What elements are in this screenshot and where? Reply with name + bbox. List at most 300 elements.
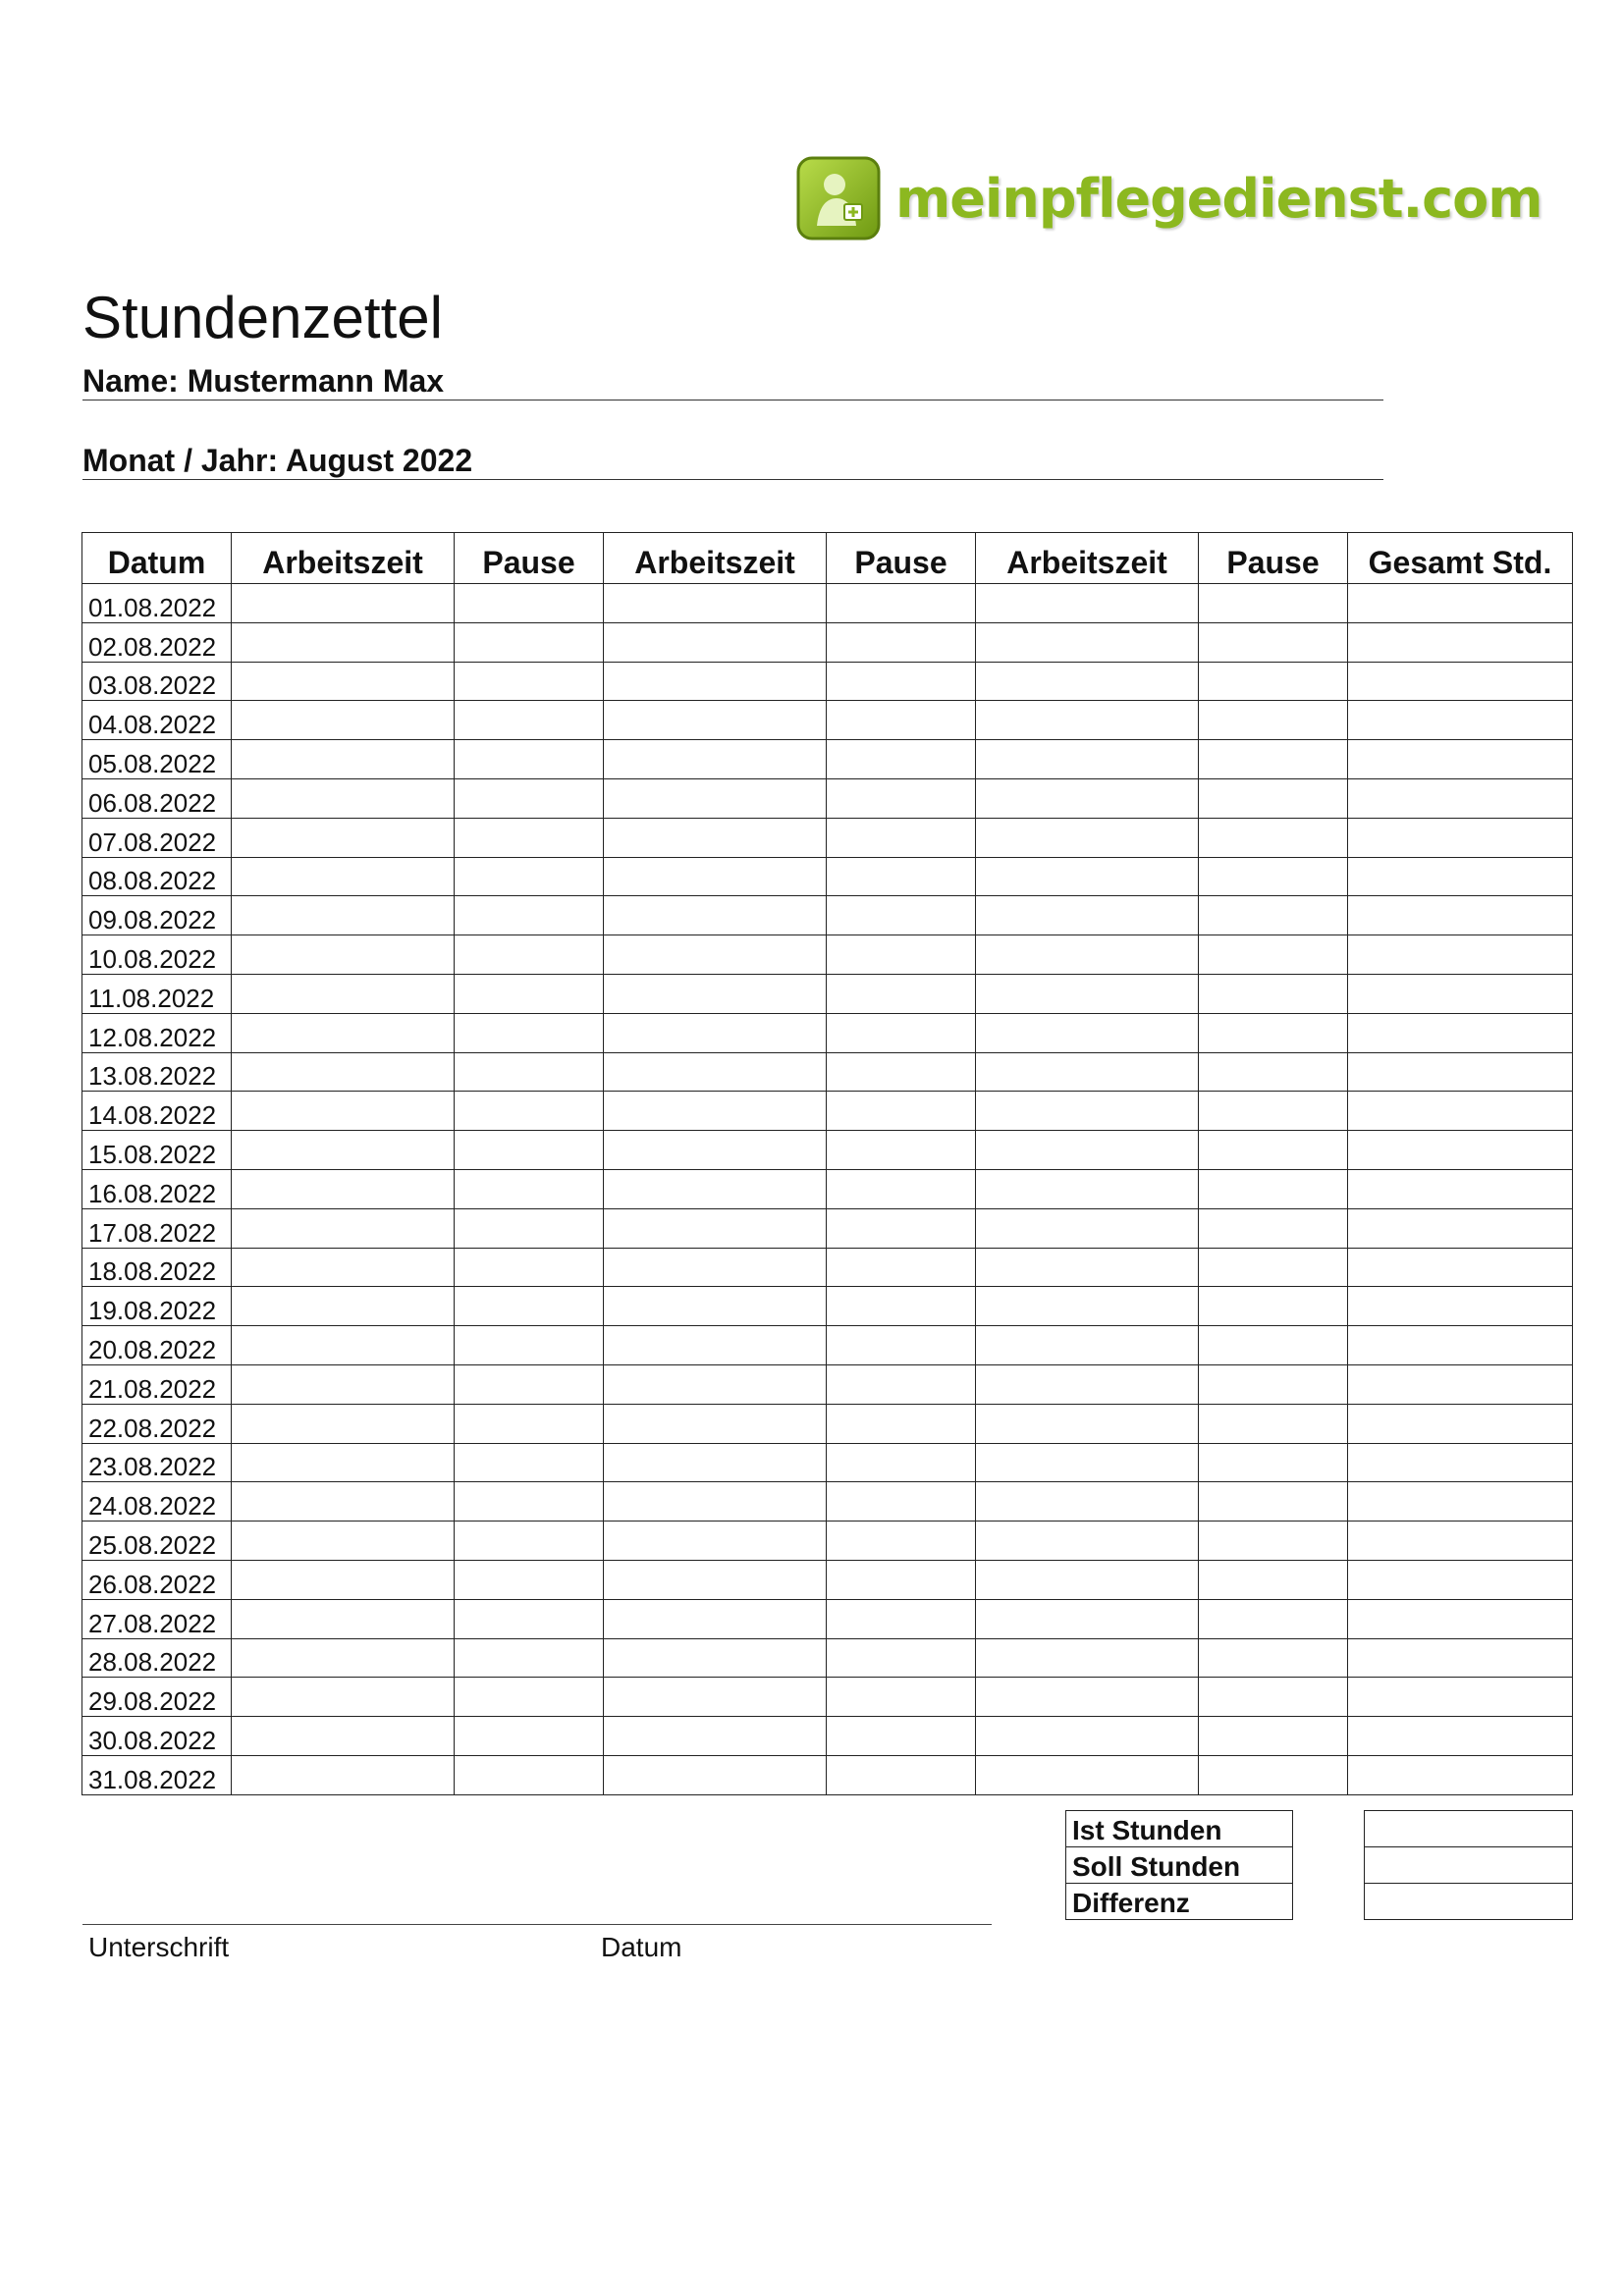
gesamt-cell[interactable] [1348, 584, 1573, 623]
pause-2-cell[interactable] [827, 1169, 976, 1208]
page-title: Stundenzettel [82, 285, 443, 351]
arbeitszeit-1-cell[interactable] [232, 1092, 455, 1131]
header-pause-1: Pause [455, 533, 604, 584]
pause-1-cell[interactable] [455, 935, 604, 975]
pause-3-cell[interactable] [1199, 1599, 1348, 1638]
arbeitszeit-3-cell[interactable] [976, 1169, 1199, 1208]
date-cell: 09.08.2022 [82, 896, 232, 935]
pause-1-cell[interactable] [455, 1092, 604, 1131]
arbeitszeit-3-cell[interactable] [976, 974, 1199, 1013]
arbeitszeit-2-cell[interactable] [604, 1599, 827, 1638]
pause-2-cell[interactable] [827, 1364, 976, 1404]
pause-1-cell[interactable] [455, 1522, 604, 1561]
pause-3-cell[interactable] [1199, 974, 1348, 1013]
pause-2-cell[interactable] [827, 1326, 976, 1365]
summary-labels [1065, 1810, 1293, 1920]
pause-3-cell[interactable] [1199, 584, 1348, 623]
pause-1-cell[interactable] [455, 1678, 604, 1717]
pause-1-cell[interactable] [455, 1013, 604, 1052]
gesamt-cell[interactable] [1348, 1013, 1573, 1052]
arbeitszeit-2-cell[interactable] [604, 662, 827, 701]
pause-3-cell[interactable] [1199, 1404, 1348, 1443]
arbeitszeit-1-cell[interactable] [232, 974, 455, 1013]
table-row [82, 1326, 1573, 1365]
arbeitszeit-1-cell[interactable] [232, 1443, 455, 1482]
pause-2-cell[interactable] [827, 1131, 976, 1170]
gesamt-cell[interactable] [1348, 818, 1573, 857]
pause-2-cell[interactable] [827, 1522, 976, 1561]
arbeitszeit-1-cell[interactable] [232, 1287, 455, 1326]
pause-1-cell[interactable] [455, 1599, 604, 1638]
arbeitszeit-3-cell[interactable] [976, 1755, 1199, 1794]
pause-3-cell[interactable] [1199, 662, 1348, 701]
arbeitszeit-3-cell[interactable] [976, 1522, 1199, 1561]
pause-2-cell[interactable] [827, 1560, 976, 1599]
pause-3-cell[interactable] [1199, 1208, 1348, 1248]
date-cell: 16.08.2022 [82, 1169, 232, 1208]
arbeitszeit-2-cell[interactable] [604, 1052, 827, 1092]
brand-logo [795, 154, 1542, 244]
date-cell: 15.08.2022 [82, 1131, 232, 1170]
pause-1-cell[interactable] [455, 818, 604, 857]
table-row [82, 740, 1573, 779]
arbeitszeit-2-cell[interactable] [604, 1755, 827, 1794]
arbeitszeit-3-cell[interactable] [976, 1287, 1199, 1326]
header-arbeitszeit-3: Arbeitszeit [976, 533, 1199, 584]
header-arbeitszeit-1: Arbeitszeit [232, 533, 455, 584]
arbeitszeit-2-cell[interactable] [604, 1678, 827, 1717]
arbeitszeit-3-cell[interactable] [976, 935, 1199, 975]
arbeitszeit-1-cell[interactable] [232, 662, 455, 701]
header-datum: Datum [82, 533, 232, 584]
date-cell: 20.08.2022 [82, 1326, 232, 1365]
arbeitszeit-3-cell[interactable] [976, 740, 1199, 779]
arbeitszeit-2-cell[interactable] [604, 1169, 827, 1208]
timesheet-table [81, 532, 1573, 1795]
gesamt-cell[interactable] [1348, 896, 1573, 935]
table-row [82, 1287, 1573, 1326]
pause-3-cell[interactable] [1199, 935, 1348, 975]
gesamt-cell[interactable] [1348, 1131, 1573, 1170]
arbeitszeit-2-cell[interactable] [604, 1326, 827, 1365]
gesamt-cell[interactable] [1348, 1404, 1573, 1443]
table-row [82, 1404, 1573, 1443]
arbeitszeit-1-cell[interactable] [232, 1755, 455, 1794]
arbeitszeit-2-cell[interactable] [604, 740, 827, 779]
pause-2-cell[interactable] [827, 1013, 976, 1052]
date-cell: 25.08.2022 [82, 1522, 232, 1561]
pause-3-cell[interactable] [1199, 1326, 1348, 1365]
arbeitszeit-3-cell[interactable] [976, 1013, 1199, 1052]
arbeitszeit-2-cell[interactable] [604, 896, 827, 935]
arbeitszeit-2-cell[interactable] [604, 1482, 827, 1522]
header-arbeitszeit-2: Arbeitszeit [604, 533, 827, 584]
arbeitszeit-1-cell[interactable] [232, 778, 455, 818]
arbeitszeit-3-cell[interactable] [976, 1638, 1199, 1678]
gesamt-cell[interactable] [1348, 1169, 1573, 1208]
pause-1-cell[interactable] [455, 1287, 604, 1326]
arbeitszeit-2-cell[interactable] [604, 1560, 827, 1599]
arbeitszeit-3-cell[interactable] [976, 1208, 1199, 1248]
table-row [82, 1638, 1573, 1678]
arbeitszeit-3-cell[interactable] [976, 778, 1199, 818]
table-row [82, 1522, 1573, 1561]
arbeitszeit-3-cell[interactable] [976, 1052, 1199, 1092]
pause-3-cell[interactable] [1199, 1638, 1348, 1678]
arbeitszeit-2-cell[interactable] [604, 622, 827, 662]
arbeitszeit-3-cell[interactable] [976, 896, 1199, 935]
arbeitszeit-1-cell[interactable] [232, 1404, 455, 1443]
pause-2-cell[interactable] [827, 701, 976, 740]
pause-3-cell[interactable] [1199, 1364, 1348, 1404]
date-cell: 31.08.2022 [82, 1755, 232, 1794]
arbeitszeit-1-cell[interactable] [232, 1052, 455, 1092]
pause-2-cell[interactable] [827, 1052, 976, 1092]
arbeitszeit-3-cell[interactable] [976, 1364, 1199, 1404]
table-row [82, 1755, 1573, 1794]
arbeitszeit-3-cell[interactable] [976, 1248, 1199, 1287]
brand-name: meinpflegedienst.com [895, 168, 1542, 230]
pause-3-cell[interactable] [1199, 1052, 1348, 1092]
arbeitszeit-3-cell[interactable] [976, 1326, 1199, 1365]
pause-3-cell[interactable] [1199, 701, 1348, 740]
pause-3-cell[interactable] [1199, 778, 1348, 818]
header-gesamt: Gesamt Std. [1348, 533, 1573, 584]
table-row [82, 701, 1573, 740]
pause-2-cell[interactable] [827, 662, 976, 701]
pause-2-cell[interactable] [827, 1638, 976, 1678]
header-pause-3: Pause [1199, 533, 1348, 584]
pause-3-cell[interactable] [1199, 1013, 1348, 1052]
arbeitszeit-1-cell[interactable] [232, 818, 455, 857]
table-row [82, 622, 1573, 662]
gesamt-cell[interactable] [1348, 740, 1573, 779]
date-cell: 27.08.2022 [82, 1599, 232, 1638]
table-row [82, 1599, 1573, 1638]
date-cell: 11.08.2022 [82, 974, 232, 1013]
arbeitszeit-2-cell[interactable] [604, 1404, 827, 1443]
date-cell: 18.08.2022 [82, 1248, 232, 1287]
gesamt-cell[interactable] [1348, 1208, 1573, 1248]
arbeitszeit-3-cell[interactable] [976, 662, 1199, 701]
nurse-logo-icon [795, 155, 884, 243]
arbeitszeit-2-cell[interactable] [604, 1208, 827, 1248]
gesamt-cell[interactable] [1348, 701, 1573, 740]
arbeitszeit-2-cell[interactable] [604, 857, 827, 896]
arbeitszeit-2-cell[interactable] [604, 1638, 827, 1678]
signature-label: Unterschrift [88, 1932, 230, 1962]
arbeitszeit-3-cell[interactable] [976, 1131, 1199, 1170]
arbeitszeit-2-cell[interactable] [604, 1248, 827, 1287]
arbeitszeit-2-cell[interactable] [604, 1522, 827, 1561]
arbeitszeit-1-cell[interactable] [232, 1638, 455, 1678]
pause-1-cell[interactable] [455, 1482, 604, 1522]
pause-2-cell[interactable] [827, 1443, 976, 1482]
arbeitszeit-2-cell[interactable] [604, 1013, 827, 1052]
arbeitszeit-3-cell[interactable] [976, 1678, 1199, 1717]
pause-1-cell[interactable] [455, 1560, 604, 1599]
gesamt-cell[interactable] [1348, 1326, 1573, 1365]
arbeitszeit-2-cell[interactable] [604, 1717, 827, 1756]
table-row [82, 1052, 1573, 1092]
arbeitszeit-2-cell[interactable] [604, 701, 827, 740]
date-cell: 21.08.2022 [82, 1364, 232, 1404]
pause-2-cell[interactable] [827, 1755, 976, 1794]
gesamt-cell[interactable] [1348, 935, 1573, 975]
arbeitszeit-2-cell[interactable] [604, 818, 827, 857]
gesamt-cell[interactable] [1348, 1092, 1573, 1131]
pause-3-cell[interactable] [1199, 1560, 1348, 1599]
pause-1-cell[interactable] [455, 622, 604, 662]
pause-1-cell[interactable] [455, 857, 604, 896]
pause-2-cell[interactable] [827, 896, 976, 935]
table-row [82, 1364, 1573, 1404]
pause-1-cell[interactable] [455, 701, 604, 740]
arbeitszeit-1-cell[interactable] [232, 1522, 455, 1561]
arbeitszeit-2-cell[interactable] [604, 1443, 827, 1482]
pause-2-cell[interactable] [827, 857, 976, 896]
pause-3-cell[interactable] [1199, 1092, 1348, 1131]
pause-2-cell[interactable] [827, 1717, 976, 1756]
gesamt-cell[interactable] [1348, 1364, 1573, 1404]
pause-2-cell[interactable] [827, 1404, 976, 1443]
arbeitszeit-1-cell[interactable] [232, 1169, 455, 1208]
pause-3-cell[interactable] [1199, 1287, 1348, 1326]
table-row [82, 1169, 1573, 1208]
arbeitszeit-1-cell[interactable] [232, 740, 455, 779]
arbeitszeit-1-cell[interactable] [232, 857, 455, 896]
pause-2-cell[interactable] [827, 974, 976, 1013]
date-cell: 23.08.2022 [82, 1443, 232, 1482]
gesamt-cell[interactable] [1348, 778, 1573, 818]
pause-3-cell[interactable] [1199, 740, 1348, 779]
table-row [82, 584, 1573, 623]
table-row [82, 1482, 1573, 1522]
pause-3-cell[interactable] [1199, 1482, 1348, 1522]
table-row [82, 974, 1573, 1013]
gesamt-cell[interactable] [1348, 1599, 1573, 1638]
date-cell: 03.08.2022 [82, 662, 232, 701]
pause-1-cell[interactable] [455, 1326, 604, 1365]
name-field: Name: Mustermann Max [82, 365, 1383, 400]
header-pause-2: Pause [827, 533, 976, 584]
arbeitszeit-1-cell[interactable] [232, 1560, 455, 1599]
table-row [82, 818, 1573, 857]
arbeitszeit-3-cell[interactable] [976, 1599, 1199, 1638]
gesamt-cell[interactable] [1348, 1755, 1573, 1794]
table-row [82, 935, 1573, 975]
table-row [82, 1131, 1573, 1170]
gesamt-cell[interactable] [1348, 1248, 1573, 1287]
month-year-field: Monat / Jahr: August 2022 [82, 445, 1383, 480]
gesamt-cell[interactable] [1348, 1052, 1573, 1092]
arbeitszeit-2-cell[interactable] [604, 1092, 827, 1131]
pause-1-cell[interactable] [455, 1404, 604, 1443]
arbeitszeit-1-cell[interactable] [232, 584, 455, 623]
pause-2-cell[interactable] [827, 778, 976, 818]
pause-1-cell[interactable] [455, 1638, 604, 1678]
signature-date-label: Datum [601, 1932, 682, 1962]
date-cell: 30.08.2022 [82, 1717, 232, 1756]
arbeitszeit-1-cell[interactable] [232, 896, 455, 935]
pause-2-cell[interactable] [827, 1208, 976, 1248]
date-cell: 10.08.2022 [82, 935, 232, 975]
date-cell: 14.08.2022 [82, 1092, 232, 1131]
arbeitszeit-1-cell[interactable] [232, 622, 455, 662]
arbeitszeit-3-cell[interactable] [976, 701, 1199, 740]
table-header-row [82, 533, 1573, 584]
gesamt-cell[interactable] [1348, 974, 1573, 1013]
date-cell: 26.08.2022 [82, 1560, 232, 1599]
pause-3-cell[interactable] [1199, 896, 1348, 935]
summary-values [1364, 1810, 1573, 1920]
arbeitszeit-3-cell[interactable] [976, 1482, 1199, 1522]
date-cell: 05.08.2022 [82, 740, 232, 779]
pause-2-cell[interactable] [827, 740, 976, 779]
pause-1-cell[interactable] [455, 778, 604, 818]
pause-1-cell[interactable] [455, 1248, 604, 1287]
pause-2-cell[interactable] [827, 935, 976, 975]
pause-3-cell[interactable] [1199, 1169, 1348, 1208]
arbeitszeit-1-cell[interactable] [232, 1364, 455, 1404]
arbeitszeit-3-cell[interactable] [976, 622, 1199, 662]
arbeitszeit-2-cell[interactable] [604, 1131, 827, 1170]
arbeitszeit-2-cell[interactable] [604, 1287, 827, 1326]
signature-line [82, 1924, 992, 1925]
pause-1-cell[interactable] [455, 896, 604, 935]
arbeitszeit-1-cell[interactable] [232, 1131, 455, 1170]
date-cell: 04.08.2022 [82, 701, 232, 740]
arbeitszeit-2-cell[interactable] [604, 778, 827, 818]
table-row [82, 857, 1573, 896]
pause-3-cell[interactable] [1199, 1443, 1348, 1482]
pause-2-cell[interactable] [827, 1287, 976, 1326]
date-cell: 13.08.2022 [82, 1052, 232, 1092]
gesamt-cell[interactable] [1348, 622, 1573, 662]
pause-2-cell[interactable] [827, 1092, 976, 1131]
gesamt-cell[interactable] [1348, 857, 1573, 896]
pause-3-cell[interactable] [1199, 1131, 1348, 1170]
date-cell: 17.08.2022 [82, 1208, 232, 1248]
pause-2-cell[interactable] [827, 622, 976, 662]
pause-1-cell[interactable] [455, 1443, 604, 1482]
pause-1-cell[interactable] [455, 1131, 604, 1170]
gesamt-cell[interactable] [1348, 1638, 1573, 1678]
date-cell: 28.08.2022 [82, 1638, 232, 1678]
arbeitszeit-1-cell[interactable] [232, 1678, 455, 1717]
gesamt-cell[interactable] [1348, 662, 1573, 701]
pause-1-cell[interactable] [455, 584, 604, 623]
pause-1-cell[interactable] [455, 662, 604, 701]
arbeitszeit-1-cell[interactable] [232, 701, 455, 740]
gesamt-cell[interactable] [1348, 1443, 1573, 1482]
gesamt-cell[interactable] [1348, 1678, 1573, 1717]
arbeitszeit-1-cell[interactable] [232, 1717, 455, 1756]
pause-3-cell[interactable] [1199, 1522, 1348, 1561]
pause-2-cell[interactable] [827, 1678, 976, 1717]
pause-3-cell[interactable] [1199, 1248, 1348, 1287]
arbeitszeit-2-cell[interactable] [604, 1364, 827, 1404]
soll-stunden-value-cell[interactable] [1365, 1847, 1573, 1884]
table-row [82, 1248, 1573, 1287]
date-cell: 01.08.2022 [82, 584, 232, 623]
pause-1-cell[interactable] [455, 740, 604, 779]
pause-1-cell[interactable] [455, 1052, 604, 1092]
arbeitszeit-1-cell[interactable] [232, 1482, 455, 1522]
table-row [82, 1560, 1573, 1599]
table-row [82, 1678, 1573, 1717]
pause-1-cell[interactable] [455, 1208, 604, 1248]
ist-stunden-value-cell[interactable] [1365, 1811, 1573, 1847]
ist-stunden-label: Ist Stunden [1066, 1811, 1293, 1847]
arbeitszeit-2-cell[interactable] [604, 974, 827, 1013]
pause-1-cell[interactable] [455, 1717, 604, 1756]
gesamt-cell[interactable] [1348, 1717, 1573, 1756]
table-row [82, 896, 1573, 935]
soll-stunden-label: Soll Stunden [1066, 1847, 1293, 1884]
date-cell: 06.08.2022 [82, 778, 232, 818]
pause-2-cell[interactable] [827, 1248, 976, 1287]
table-row [82, 662, 1573, 701]
pause-3-cell[interactable] [1199, 622, 1348, 662]
arbeitszeit-3-cell[interactable] [976, 1560, 1199, 1599]
pause-3-cell[interactable] [1199, 1755, 1348, 1794]
table-row [82, 778, 1573, 818]
pause-1-cell[interactable] [455, 1755, 604, 1794]
pause-3-cell[interactable] [1199, 1678, 1348, 1717]
arbeitszeit-3-cell[interactable] [976, 1443, 1199, 1482]
pause-1-cell[interactable] [455, 974, 604, 1013]
arbeitszeit-1-cell[interactable] [232, 1326, 455, 1365]
arbeitszeit-3-cell[interactable] [976, 1717, 1199, 1756]
arbeitszeit-1-cell[interactable] [232, 935, 455, 975]
arbeitszeit-1-cell[interactable] [232, 1599, 455, 1638]
pause-2-cell[interactable] [827, 1599, 976, 1638]
pause-3-cell[interactable] [1199, 857, 1348, 896]
pause-1-cell[interactable] [455, 1364, 604, 1404]
pause-3-cell[interactable] [1199, 1717, 1348, 1756]
date-cell: 02.08.2022 [82, 622, 232, 662]
table-row [82, 1013, 1573, 1052]
arbeitszeit-3-cell[interactable] [976, 584, 1199, 623]
differenz-value-cell[interactable] [1365, 1884, 1573, 1920]
arbeitszeit-2-cell[interactable] [604, 584, 827, 623]
arbeitszeit-1-cell[interactable] [232, 1013, 455, 1052]
table-row [82, 1092, 1573, 1131]
pause-2-cell[interactable] [827, 584, 976, 623]
gesamt-cell[interactable] [1348, 1287, 1573, 1326]
arbeitszeit-3-cell[interactable] [976, 1404, 1199, 1443]
gesamt-cell[interactable] [1348, 1482, 1573, 1522]
date-cell: 29.08.2022 [82, 1678, 232, 1717]
pause-2-cell[interactable] [827, 818, 976, 857]
date-cell: 08.08.2022 [82, 857, 232, 896]
arbeitszeit-3-cell[interactable] [976, 818, 1199, 857]
date-cell: 07.08.2022 [82, 818, 232, 857]
arbeitszeit-3-cell[interactable] [976, 1092, 1199, 1131]
arbeitszeit-1-cell[interactable] [232, 1208, 455, 1248]
date-cell: 12.08.2022 [82, 1013, 232, 1052]
pause-3-cell[interactable] [1199, 818, 1348, 857]
gesamt-cell[interactable] [1348, 1560, 1573, 1599]
table-row [82, 1208, 1573, 1248]
arbeitszeit-2-cell[interactable] [604, 935, 827, 975]
arbeitszeit-1-cell[interactable] [232, 1248, 455, 1287]
gesamt-cell[interactable] [1348, 1522, 1573, 1561]
pause-2-cell[interactable] [827, 1482, 976, 1522]
arbeitszeit-3-cell[interactable] [976, 857, 1199, 896]
pause-1-cell[interactable] [455, 1169, 604, 1208]
